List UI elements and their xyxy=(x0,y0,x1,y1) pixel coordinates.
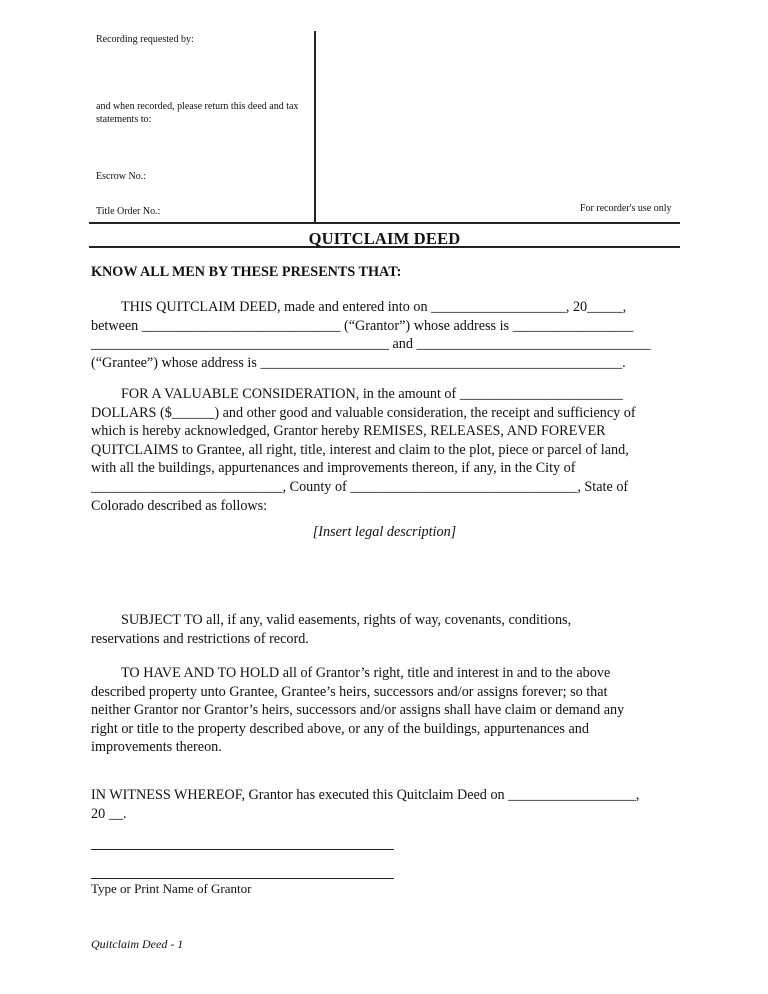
paragraph-line xyxy=(91,664,681,683)
paragraph-line: described property unto Grantee, Grantee’s heirs, successors and/or assigns forever; so that xyxy=(91,683,608,700)
paragraph-line: with all the buildings, appurtenances and improvements thereon, if any, in the City of xyxy=(91,460,576,477)
paragraph-line: 20 __. xyxy=(91,805,127,822)
paragraph-line-text: THIS QUITCLAIM DEED, made and entered into on ___________________, 20_____, xyxy=(121,299,627,315)
page-footer: Quitclaim Deed - 1 xyxy=(91,937,184,951)
paragraph-line xyxy=(91,298,681,317)
paragraph-consideration xyxy=(91,385,681,515)
paragraph-line: (“Grantee”) whose address is ___________________________________________________. xyxy=(91,354,626,371)
paragraph-line: right or title to the property described above, or any of the buildings, appurtenances and xyxy=(91,720,589,737)
paragraph-line-text: SUBJECT TO all, if any, valid easements, rights of way, covenants, conditions, xyxy=(121,612,572,628)
heading-know-all-men: KNOW ALL MEN BY THESE PRESENTS THAT: xyxy=(91,264,402,280)
recording-requested-by-label: Recording requested by: xyxy=(96,34,194,45)
print-name-label: Type or Print Name of Grantor xyxy=(91,881,252,896)
paragraph-line: improvements thereon. xyxy=(91,739,222,756)
grantor-name-line xyxy=(91,878,394,879)
paragraph-subject-to xyxy=(91,611,681,648)
paragraph-line xyxy=(91,611,681,630)
escrow-no-label: Escrow No.: xyxy=(96,171,146,182)
legal-description-placeholder: [Insert legal description] xyxy=(312,524,457,540)
return-to-label: and when recorded, please return this deed and tax statements to: xyxy=(96,101,299,125)
header-divider-vertical xyxy=(314,31,316,223)
paragraph-line-text: TO HAVE AND TO HOLD all of Grantor’s right, title and interest in and to the above xyxy=(121,665,611,681)
paragraph-line: between ____________________________ (“Grantor”) whose address is _________________ xyxy=(91,317,634,334)
grantor-signature-line xyxy=(91,849,394,850)
paragraph-line: Colorado described as follows: xyxy=(91,497,268,514)
paragraph-line: reservations and restrictions of record. xyxy=(91,630,309,647)
paragraph-line: IN WITNESS WHEREOF, Grantor has executed this Quitclaim Deed on __________________, xyxy=(91,787,640,803)
paragraph-line-text: FOR A VALUABLE CONSIDERATION, in the amount of _______________________ xyxy=(121,386,623,402)
header-rule-top xyxy=(89,222,680,224)
paragraph-line: neither Grantor nor Grantor’s heirs, successors and/or assigns shall have claim or demand any xyxy=(91,702,625,719)
paragraph-line: which is hereby acknowledged, Grantor hereby REMISES, RELEASES, AND FOREVER xyxy=(91,423,606,440)
paragraph-parties xyxy=(91,298,681,372)
title-order-no-label: Title Order No.: xyxy=(96,206,161,217)
paragraph-line: ___________________________, County of ________________________________, State of xyxy=(91,478,629,495)
paragraph-in-witness-whereof xyxy=(91,786,681,823)
document-title: QUITCLAIM DEED xyxy=(308,229,461,248)
recorder-use-label: For recorder's use only xyxy=(580,203,672,214)
paragraph-line: __________________________________________ and _________________________________ xyxy=(91,336,651,353)
paragraph-line: DOLLARS ($______) and other good and valuable consideration, the receipt and sufficiency of xyxy=(91,404,636,421)
paragraph-line xyxy=(91,385,681,404)
paragraph-line: QUITCLAIMS to Grantee, all right, title, interest and claim to the plot, piece or parcel of land, xyxy=(91,441,629,458)
paragraph-to-have-and-to-hold xyxy=(91,664,681,757)
